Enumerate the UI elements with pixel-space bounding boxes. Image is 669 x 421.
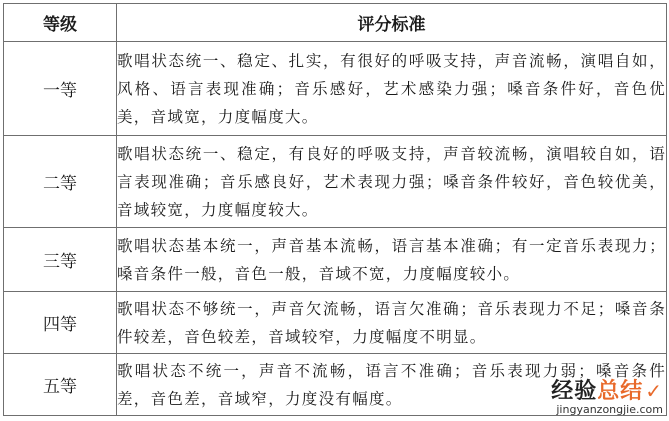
table-row <box>4 42 667 136</box>
header-grade: 等级 <box>4 4 117 42</box>
grade-cell: 二等 <box>4 136 117 228</box>
grade-cell: 三等 <box>4 228 117 292</box>
grade-cell: 四等 <box>4 292 117 354</box>
grade-cell: 一等 <box>4 42 117 136</box>
watermark-logo: 经验总结 ✓ <box>551 379 663 404</box>
header-row <box>4 4 667 42</box>
watermark <box>551 374 663 416</box>
criteria-cell: 歌唱状态统一、稳定、扎实，有很好的呼吸支持，声音流畅，演唱自如，风格、语言表现准确；音乐感好，艺术感染力强；嗓音条件好，音色优美，音域宽，力度幅度大。 <box>117 42 667 136</box>
criteria-cell: 歌唱状态统一、稳定，有良好的呼吸支持，声音较流畅，演唱较自如，语言表现准确；音乐感良好，艺术表现力强；嗓音条件较好，音色较优美，音域较宽，力度幅度较大。 <box>117 136 667 228</box>
criteria-cell: 歌唱状态基本统一，声音基本流畅，语言基本准确；有一定音乐表现力；嗓音条件一般，音色一般，音域不宽，力度幅度较小。 <box>117 228 667 292</box>
table-row <box>4 292 667 354</box>
grading-table <box>3 3 667 416</box>
watermark-url: jingyanzongjie.com <box>556 403 663 416</box>
grade-cell: 五等 <box>4 354 117 416</box>
criteria-cell: 歌唱状态不够统一，声音欠流畅，语言欠准确；音乐表现力不足；嗓音条件较差，音色较差，音域较窄，力度幅度不明显。 <box>117 292 667 354</box>
check-icon: ✓ <box>645 379 663 403</box>
header-criteria: 评分标准 <box>117 4 667 42</box>
criteria-cell: 歌唱状态不统一，声音不流畅，语言不准确；音乐表现力弱；嗓音条件差，音色差，音域窄，力度没有幅度。 <box>117 354 667 416</box>
table-row <box>4 228 667 292</box>
table-row <box>4 136 667 228</box>
